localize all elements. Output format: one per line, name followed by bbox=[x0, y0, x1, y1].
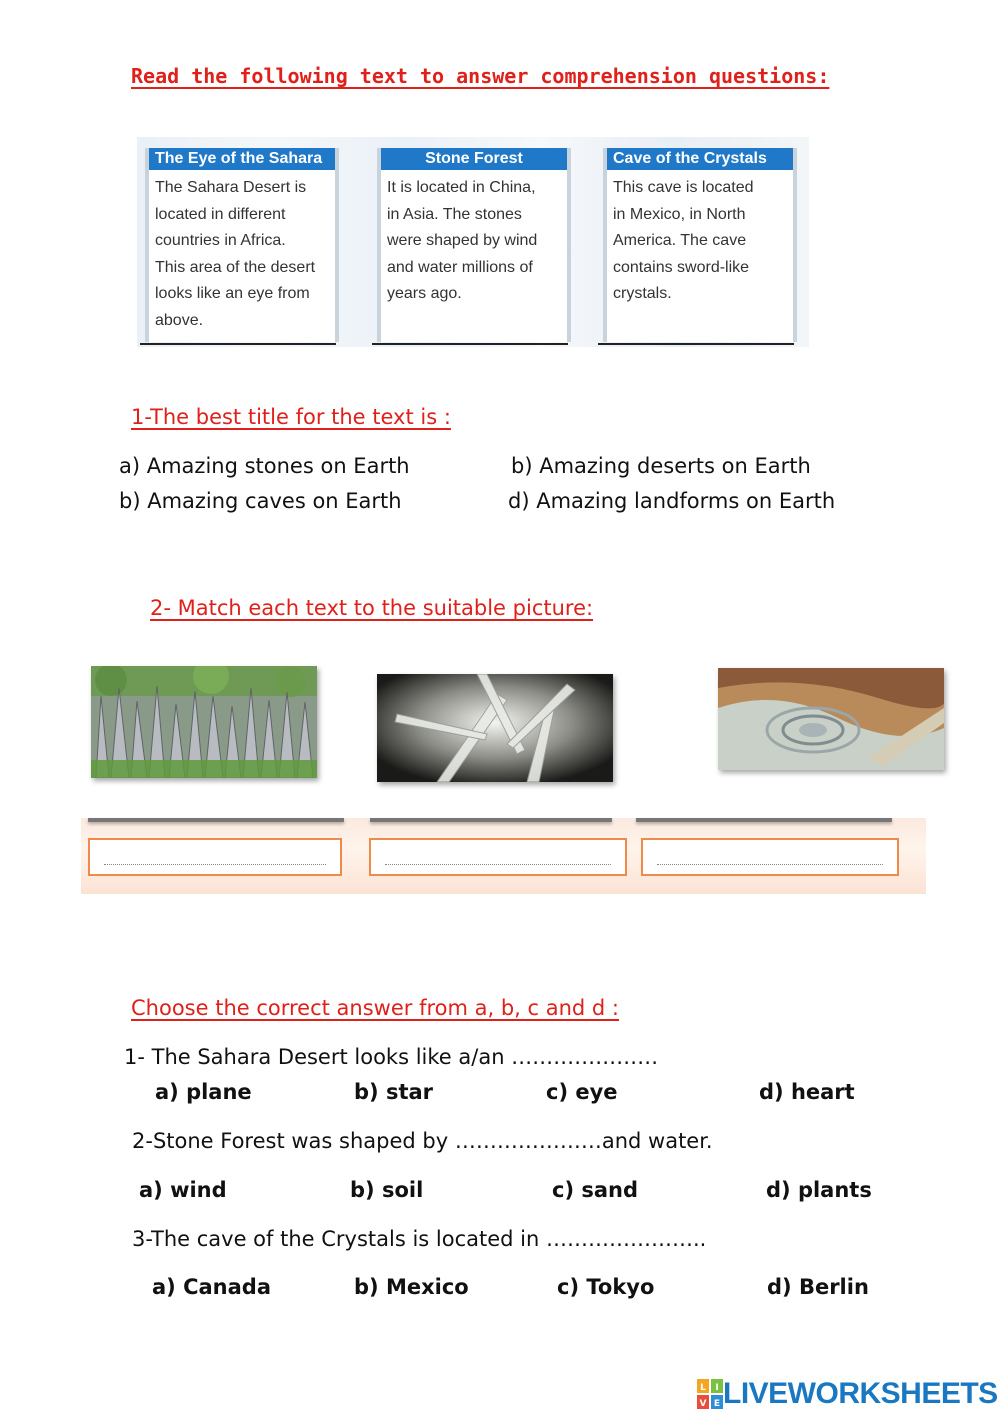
card-heading: Stone Forest bbox=[381, 148, 567, 170]
card-line: countries in Africa. bbox=[155, 232, 286, 250]
mcq1-choice-a[interactable]: a) plane bbox=[155, 1080, 252, 1104]
answer-input-3[interactable] bbox=[641, 838, 899, 876]
mcq2-choice-a[interactable]: a) wind bbox=[139, 1178, 227, 1202]
mcq2-choice-d[interactable]: d) plants bbox=[766, 1178, 872, 1202]
mcq2-choice-b[interactable]: b) soil bbox=[350, 1178, 424, 1202]
q1-option-b1[interactable]: b) Amazing deserts on Earth bbox=[511, 454, 811, 478]
mcq2-prompt: 2-Stone Forest was shaped by …………………and water. bbox=[132, 1129, 713, 1153]
mcq3-choice-d[interactable]: d) Berlin bbox=[767, 1275, 869, 1299]
card-divider bbox=[372, 343, 568, 345]
card-heading: Cave of the Crystals bbox=[607, 148, 793, 170]
logo-badge-icon bbox=[697, 1379, 723, 1409]
mcq1-prompt: 1- The Sahara Desert looks like a/an ………………… bbox=[124, 1045, 659, 1069]
card-line: in Asia. The stones bbox=[387, 205, 522, 223]
answer-input-1[interactable] bbox=[88, 838, 342, 876]
stone-forest-photo bbox=[91, 666, 317, 778]
q1-option-b2[interactable]: b) Amazing caves on Earth bbox=[119, 489, 402, 513]
section3-title: Choose the correct answer from a, b, c and d : bbox=[131, 996, 620, 1020]
card-line: years ago. bbox=[387, 285, 462, 303]
logo-text: LIVEWORKSHEETS bbox=[723, 1377, 998, 1410]
card-line: America. The cave bbox=[613, 232, 747, 250]
mcq3-choice-b[interactable]: b) Mexico bbox=[354, 1275, 469, 1299]
mcq1-choice-c[interactable]: c) eye bbox=[546, 1080, 618, 1104]
card-line: located in different bbox=[155, 205, 286, 223]
card-line: crystals. bbox=[613, 285, 672, 303]
shelf-line bbox=[370, 818, 612, 822]
svg-text:L: L bbox=[700, 1383, 706, 1393]
mcq2-choice-c[interactable]: c) sand bbox=[552, 1178, 639, 1202]
card-line: contains sword-like bbox=[613, 258, 750, 276]
svg-text:E: E bbox=[713, 1399, 721, 1409]
card-line: This area of the desert bbox=[155, 258, 316, 276]
q1-option-a[interactable]: a) Amazing stones on Earth bbox=[119, 454, 410, 478]
card-stone-forest bbox=[377, 148, 571, 342]
card-cave-of-crystals bbox=[603, 148, 797, 342]
card-text bbox=[607, 170, 793, 308]
svg-text:V: V bbox=[699, 1399, 707, 1409]
mcq3-prompt: 3-The cave of the Crystals is located in ………………….. bbox=[132, 1227, 707, 1251]
mcq1-choice-b[interactable]: b) star bbox=[354, 1080, 434, 1104]
card-heading: The Eye of the Sahara bbox=[149, 148, 335, 170]
crystal-cave-photo bbox=[377, 674, 613, 782]
card-line: It is located in China, bbox=[387, 179, 536, 196]
mcq3-choice-a[interactable]: a) Canada bbox=[152, 1275, 271, 1299]
answer-input-2[interactable] bbox=[369, 838, 627, 876]
card-divider bbox=[598, 343, 794, 345]
card-line: This cave is located bbox=[613, 179, 754, 196]
question2-title: 2- Match each text to the suitable picture: bbox=[150, 596, 594, 620]
question1-title: 1-The best title for the text is : bbox=[131, 405, 451, 429]
shelf-line bbox=[88, 818, 344, 822]
eye-of-sahara-photo bbox=[718, 668, 944, 770]
mcq1-choice-d[interactable]: d) heart bbox=[759, 1080, 855, 1104]
card-divider bbox=[140, 343, 336, 345]
shelf-line bbox=[636, 818, 892, 822]
q1-option-d[interactable]: d) Amazing landforms on Earth bbox=[508, 489, 836, 513]
liveworksheets-logo bbox=[697, 1378, 998, 1410]
page-title: Read the following text to answer comprehension questions: bbox=[131, 64, 830, 88]
card-text bbox=[381, 170, 567, 308]
card-line: were shaped by wind bbox=[387, 232, 538, 250]
card-line: in Mexico, in North bbox=[613, 205, 746, 223]
card-line: and water millions of bbox=[387, 258, 533, 276]
card-line: The Sahara Desert is bbox=[155, 179, 307, 196]
svg-text:I: I bbox=[715, 1383, 719, 1393]
card-line: looks like an eye from bbox=[155, 285, 310, 303]
card-eye-of-sahara bbox=[145, 148, 339, 342]
card-line: above. bbox=[155, 311, 204, 329]
card-text bbox=[149, 170, 335, 335]
mcq3-choice-c[interactable]: c) Tokyo bbox=[557, 1275, 655, 1299]
